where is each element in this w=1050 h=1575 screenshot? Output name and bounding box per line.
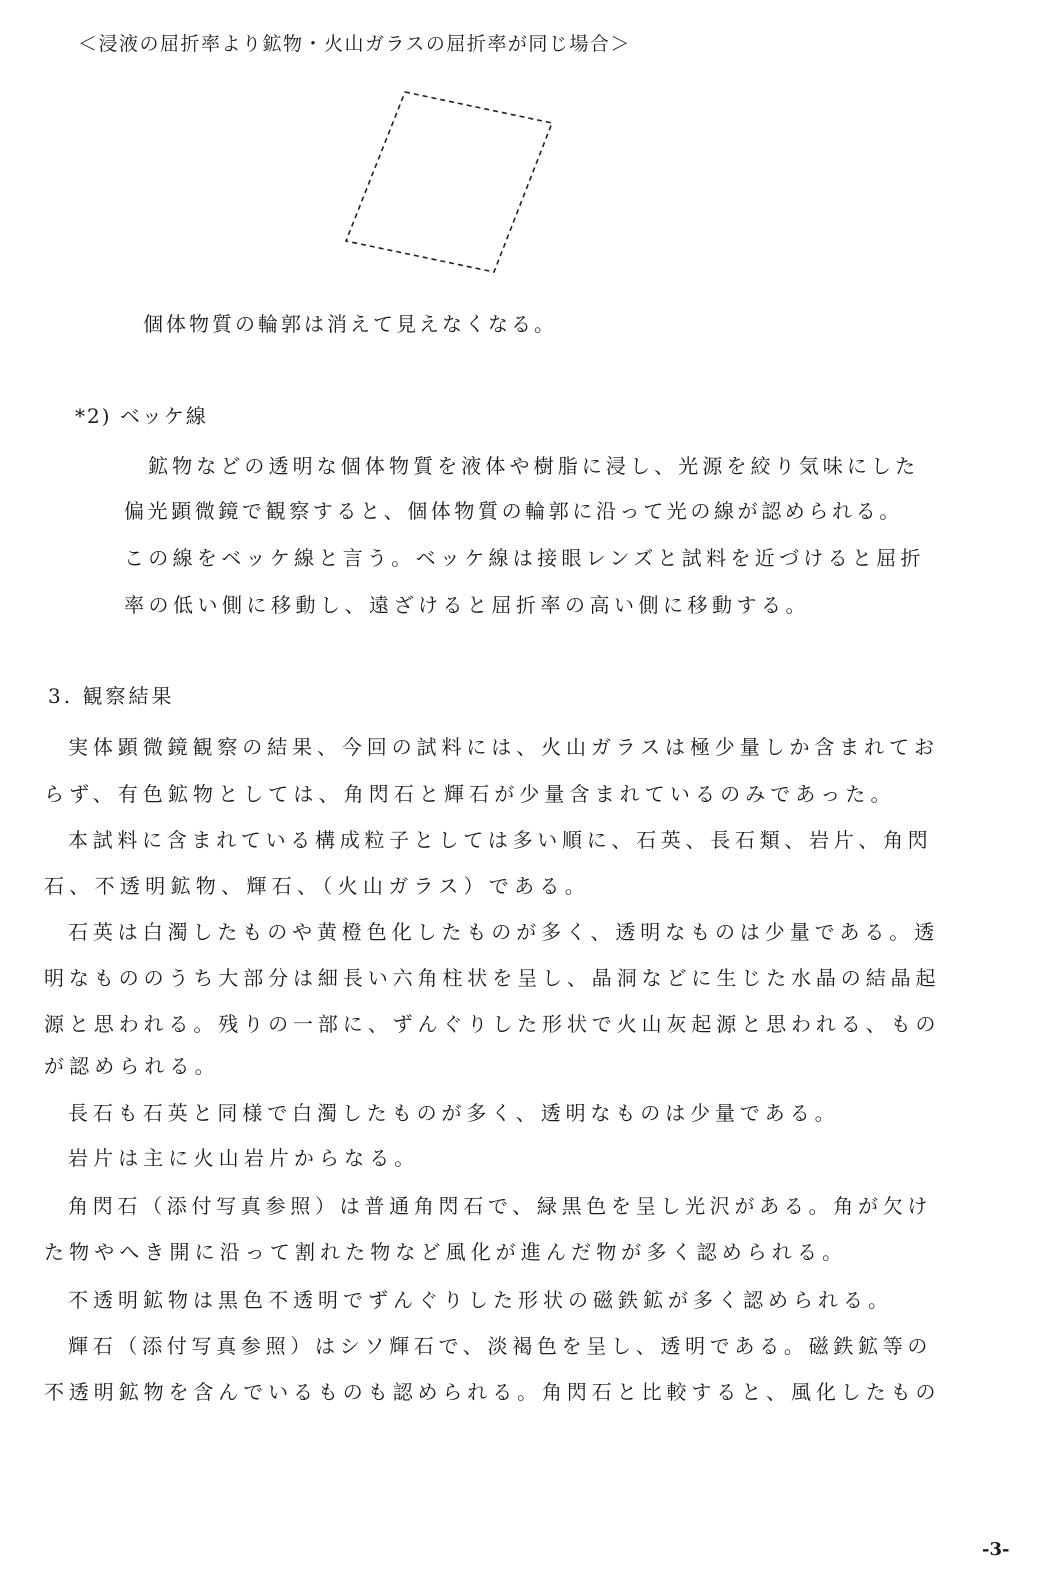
page-number: -3- <box>982 1539 1010 1560</box>
becke-line-4: 率の低い側に移動し、遠ざけると屈折率の高い側に移動する。 <box>124 593 810 617</box>
grain-outline-figure <box>330 80 570 280</box>
results-line-8: が認められる。 <box>44 1054 220 1078</box>
dashed-grain-outline <box>346 92 552 272</box>
becke-line-1: 鉱物などの透明な個体物質を液体や樹脂に浸し、光源を絞り気味にした <box>148 454 920 478</box>
results-line-14: 輝石（添付写真参照）はシソ輝石で、淡褐色を呈し、透明である。磁鉄鉱等の <box>68 1334 933 1358</box>
results-line-7: 源と思われる。残りの一部に、ずんぐりした形状で火山灰起源と思われる、もの <box>44 1012 941 1036</box>
results-line-11: 角閃石（添付写真参照）は普通角閃石で、緑黒色を呈し光沢がある。角が欠け <box>68 1194 933 1218</box>
becke-heading: *2) ベッケ線 <box>75 404 208 428</box>
results-line-4: 石、不透明鉱物、輝石、（火山ガラス）である。 <box>44 874 590 898</box>
results-line-10: 岩片は主に火山岩片からなる。 <box>68 1146 420 1170</box>
results-line-5: 石英は白濁したものや黄橙色化したものが多く、透明なものは少量である。透 <box>68 920 940 944</box>
becke-line-3: この線をベッケ線と言う。ベッケ線は接眼レンズと試料を近づけると屈折 <box>124 546 925 570</box>
results-line-15: 不透明鉱物を含んでいるものも認められる。角閃石と比較すると、風化したもの <box>44 1380 941 1404</box>
results-line-12: た物やへき開に沿って割れた物など風化が進んだ物が多く認められる。 <box>44 1240 848 1264</box>
figure-title: ＜浸液の屈折率より鉱物・火山ガラスの屈折率が同じ場合＞ <box>78 33 631 55</box>
results-line-2: らず、有色鉱物としては、角閃石と輝石が少量含まれているのみであった。 <box>44 782 896 806</box>
results-line-3: 本試料に含まれている構成粒子としては多い順に、石英、長石類、岩片、角閃 <box>68 828 933 852</box>
results-heading: 3. 観察結果 <box>48 684 175 708</box>
figure-caption: 個体物質の輪郭は消えて見えなくなる。 <box>143 312 557 336</box>
results-line-1: 実体顕微鏡観察の結果、今回の試料には、火山ガラスは極少量しか含まれてお <box>68 735 939 759</box>
results-line-9: 長石も石英と同様で白濁したものが多く、透明なものは少量である。 <box>68 1101 840 1125</box>
results-line-13: 不透明鉱物は黒色不透明でずんぐりした形状の磁鉄鉱が多く認められる。 <box>68 1288 893 1312</box>
results-line-6: 明なもののうち大部分は細長い六角柱状を呈し、晶洞などに生じた水晶の結晶起 <box>44 966 941 990</box>
becke-line-2: 偏光顕微鏡で観察すると、個体物質の輪郭に沿って光の線が認められる。 <box>124 499 903 523</box>
